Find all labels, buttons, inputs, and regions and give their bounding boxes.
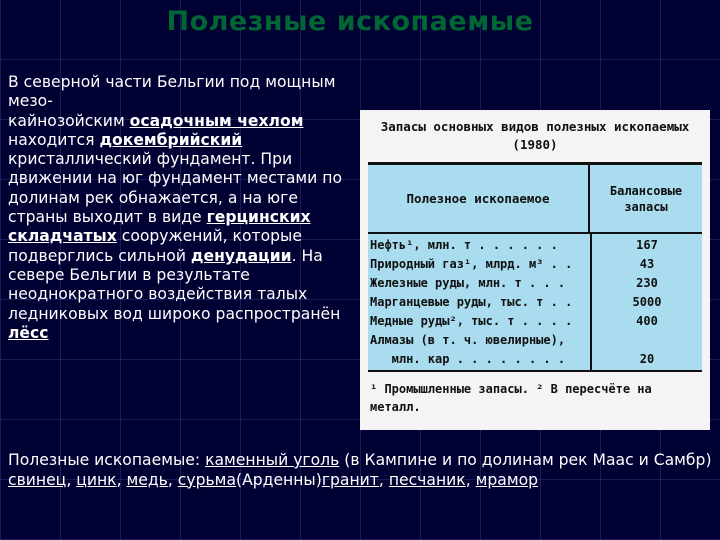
link-sedimentary-cover[interactable]: осадочным чехлом	[129, 111, 304, 130]
paragraph-text: . На севере Бельгии в результате неоднократного воздействия талых ледниковых вод широко распространён	[8, 246, 341, 323]
link-zinc[interactable]: цинк	[76, 470, 117, 489]
link-precambrian[interactable]: докембрийский	[99, 130, 243, 149]
table-caption: Запасы основных видов полезных ископаемых (1980)	[380, 119, 690, 152]
row-value: 230	[636, 276, 658, 290]
table-header	[368, 162, 702, 234]
minerals-list	[8, 451, 713, 490]
link-sandstone[interactable]: песчаник	[388, 470, 466, 489]
table-row	[368, 236, 702, 254]
bottom-text: ,	[167, 470, 178, 489]
row-value: 5000	[632, 295, 662, 309]
paragraph-text: кристаллический фундамент. При движении на юг фундамент местами по долинам рек обнажается, а на юге страны выходит в виде	[8, 150, 343, 227]
link-marble[interactable]: мрамор	[475, 470, 539, 489]
paragraph-text: находится	[8, 130, 100, 149]
table-row	[368, 255, 702, 273]
link-copper[interactable]: медь	[126, 470, 168, 489]
row-mineral: Марганцевые руды, тыс. т . .	[370, 295, 573, 309]
row-mineral: Природный газ¹, млрд. м³ . .	[370, 257, 573, 271]
table-footnote: ¹ Промышленные запасы. ² В пересчёте на металл.	[370, 382, 652, 414]
row-value: 167	[636, 238, 658, 252]
bottom-text: (Арденны)	[236, 470, 322, 489]
bottom-text: ,	[116, 470, 127, 489]
reserves-table	[368, 162, 702, 484]
link-denudation[interactable]: денудации	[190, 246, 292, 265]
table-row	[368, 331, 702, 349]
paragraph-text: В северной части Бельгии под мощным мезо- кайнозойским	[8, 73, 336, 130]
row-mineral: Алмазы (в т. ч. ювелирные),	[370, 333, 566, 347]
column-header-reserves: Балансовые запасы	[609, 183, 683, 214]
table-row	[368, 350, 702, 368]
link-loess[interactable]: лёсс	[8, 323, 49, 342]
link-granite[interactable]: гранит	[321, 470, 379, 489]
column-header-mineral: Полезное ископаемое	[368, 165, 590, 232]
table-row	[368, 293, 702, 311]
bottom-text: ,	[465, 470, 476, 489]
intro-paragraph	[8, 73, 358, 343]
link-hercynian-folded[interactable]: герцинских складчатых	[8, 208, 311, 246]
row-mineral: Железные руды, млн. т . . .	[370, 276, 566, 290]
table-body	[368, 234, 702, 372]
row-mineral: Нефть¹, млн. т . . . . . .	[370, 238, 558, 252]
link-lead[interactable]: свинец	[8, 470, 67, 489]
paragraph-text: сооружений, которые подверглись сильной	[8, 227, 302, 265]
bottom-text: ,	[66, 470, 77, 489]
page-title: Полезные ископаемые	[166, 6, 534, 37]
row-value: 43	[639, 257, 655, 271]
row-value: 400	[636, 314, 658, 328]
row-value: 20	[639, 352, 655, 366]
link-coal[interactable]: каменный уголь	[205, 451, 340, 469]
bottom-text: (в Кампине и по долинам рек Маас и Самбр)	[339, 451, 712, 469]
reserves-table-image	[360, 110, 710, 430]
bottom-text: ,	[378, 470, 389, 489]
link-antimony[interactable]: сурьма	[177, 470, 237, 489]
row-mineral: млн. кар . . . . . . . .	[370, 352, 566, 366]
table-row	[368, 274, 702, 292]
bottom-text: Полезные ископаемые:	[8, 451, 206, 469]
row-mineral: Медные руды², тыс. т . . . .	[370, 314, 573, 328]
table-row	[368, 312, 702, 330]
